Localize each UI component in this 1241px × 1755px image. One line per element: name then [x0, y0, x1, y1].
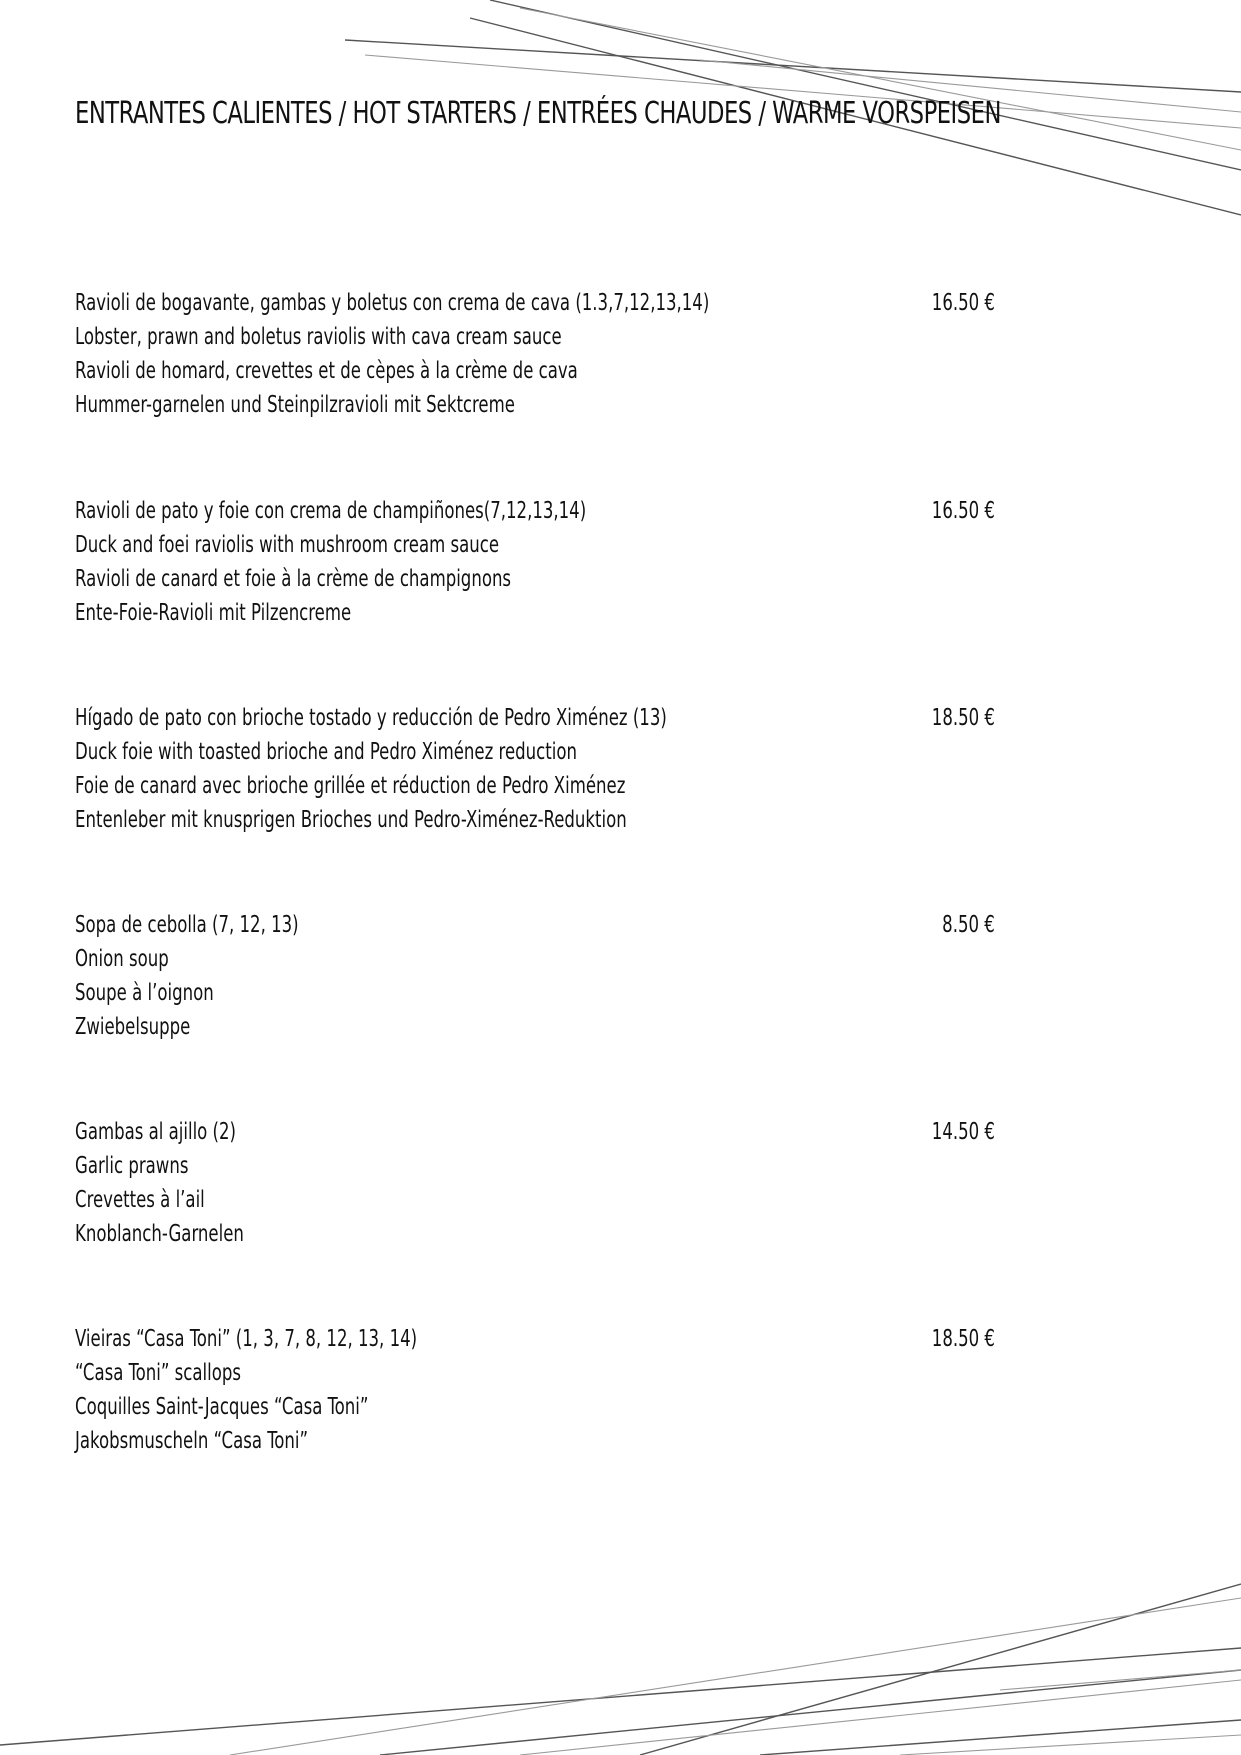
item-name-french: Soupe à l’oignon: [75, 980, 214, 1006]
bottom-decorative-lines: [0, 1570, 1241, 1755]
item-name-french: Coquilles Saint-Jacques “Casa Toni”: [75, 1394, 369, 1420]
menu-item: [75, 494, 995, 634]
item-name-german: Zwiebelsuppe: [75, 1014, 191, 1040]
item-name-spanish: Ravioli de pato y foie con crema de champiñones(7,12,13,14): [75, 498, 587, 524]
menu-item: [75, 701, 995, 841]
item-name-german: Entenleber mit knusprigen Brioches und Pedro-Ximénez-Reduktion: [75, 807, 627, 833]
item-price: 16.50 €: [931, 290, 995, 316]
item-name-spanish: Ravioli de bogavante, gambas y boletus con crema de cava (1.3,7,12,13,14): [75, 290, 710, 316]
item-name-english: Duck and foei raviolis with mushroom cream sauce: [75, 532, 500, 558]
item-name-english: Garlic prawns: [75, 1153, 189, 1179]
item-name-german: Jakobsmuscheln “Casa Toni”: [75, 1428, 309, 1454]
item-price: 8.50 €: [942, 912, 995, 938]
item-price: 18.50 €: [931, 1326, 995, 1352]
item-price: 14.50 €: [931, 1119, 995, 1145]
section-title: ENTRANTES CALIENTES / HOT STARTERS / ENTRÉES CHAUDES / WARME VORSPEISEN: [75, 96, 1001, 131]
menu-item: [75, 1115, 995, 1255]
item-name-spanish: Vieiras “Casa Toni” (1, 3, 7, 8, 12, 13, 14): [75, 1326, 418, 1352]
item-name-german: Hummer-garnelen und Steinpilzravioli mit Sektcreme: [75, 392, 515, 418]
item-name-german: Knoblanch-Garnelen: [75, 1221, 244, 1247]
item-price: 16.50 €: [931, 498, 995, 524]
item-name-spanish: Gambas al ajillo (2): [75, 1119, 237, 1145]
menu-item: [75, 908, 995, 1048]
item-name-english: “Casa Toni” scallops: [75, 1360, 242, 1386]
item-name-spanish: Hígado de pato con brioche tostado y reducción de Pedro Ximénez (13): [75, 705, 667, 731]
item-name-english: Lobster, prawn and boletus raviolis with cava cream sauce: [75, 324, 562, 350]
item-name-french: Ravioli de canard et foie à la crème de champignons: [75, 566, 512, 592]
item-name-french: Ravioli de homard, crevettes et de cèpes à la crème de cava: [75, 358, 578, 384]
item-name-english: Duck foie with toasted brioche and Pedro Ximénez reduction: [75, 739, 577, 765]
menu-item: [75, 286, 995, 426]
item-name-french: Crevettes à l’ail: [75, 1187, 205, 1213]
item-name-german: Ente-Foie-Ravioli mit Pilzencreme: [75, 600, 352, 626]
item-name-english: Onion soup: [75, 946, 169, 972]
item-name-french: Foie de canard avec brioche grillée et réduction de Pedro Ximénez: [75, 773, 626, 799]
item-price: 18.50 €: [931, 705, 995, 731]
menu-item: [75, 1322, 995, 1462]
item-name-spanish: Sopa de cebolla (7, 12, 13): [75, 912, 299, 938]
